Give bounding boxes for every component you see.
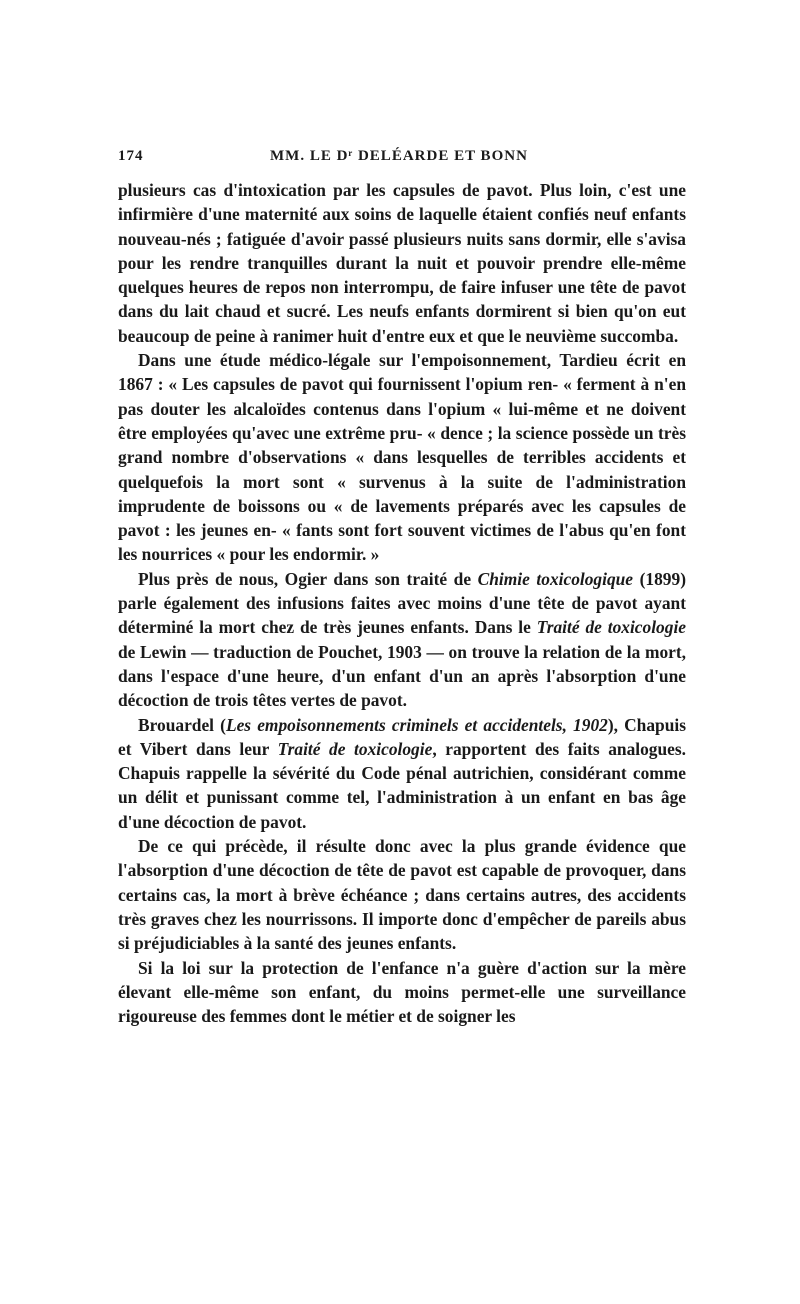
book-title-les-empoisonnements: Les empoisonnements criminels et accidentels, 1902 — [225, 714, 608, 735]
paragraph-3-text-e: de Lewin — traduction de Pouchet, 1903 — on trouve la relation de la mort, dans l'espace d'une heure, d'un enfant d'un an après l'absorption d'une décoction de trois têtes vertes de pavot. — [118, 641, 686, 711]
paragraph-4-text-c: ), Chapuis et Vibert dans leur — [118, 714, 686, 759]
running-title: MM. LE Dʳ DELÉARDE ET BONN — [270, 148, 528, 164]
book-title-chimie-toxicologique: Chimie toxicologique — [477, 568, 634, 589]
page-number: 174 — [118, 148, 144, 164]
paragraph-4-text-e: , rapportent des faits analogues. Chapuis rappelle la sévérité du Code pénal autrichien, considérant comme un délit et punissant comme tel, l'administration à un enfant en bas âge d'une décoction de pavot. — [118, 738, 686, 832]
paragraph-6: Si la loi sur la protection de l'enfance n'a guère d'action sur la mère élevant elle-même son enfant, du moins permet-elle une surveillance rigoureuse des femmes dont le métier et de soigner les — [118, 957, 686, 1027]
book-title-traite-de-toxicologie-2: Traité de toxicologie — [277, 738, 433, 759]
page-header — [118, 148, 686, 170]
paragraph-3-text-c: (1899) parle également des infusions faites avec moins d'une tête de pavot ayant déterminé la mort chez de très jeunes enfants. Dans le — [118, 568, 686, 638]
paragraph-3-text-a: Plus près de nous, Ogier dans son traité de — [138, 568, 478, 589]
paragraph-5: De ce qui précède, il résulte donc avec la plus grande évidence que l'absorption d'une décoction de tête de pavot est capable de provoquer, dans certains cas, la mort à brève échéance ; dans certains autres, des accidents très graves chez les nourrissons. Il importe donc d'empêcher de pareils abus si préjudiciables à la santé des jeunes enfants. — [118, 836, 686, 954]
paragraph-4 — [118, 713, 686, 834]
paragraph-2: Dans une étude médico-légale sur l'empoisonnement, Tardieu écrit en 1867 : « Les capsules de pavot qui fournissent l'opium ren- « ferment à n'en pas douter les alcaloïdes contenus dans l'opium « lui-même et ne doivent être employées qu'avec une extrême pru- « dence ; la science possède un très grand nombre d'observations « dans lesquelles de terribles accidents et quelquefois la mort sont « survenus à la suite de l'administration imprudente de boissons ou « de lavements préparés avec les capsules de pavot : les jeunes en- « fants sont fort souvent victimes de l'abus qu'en font les nourrices « pour les endormir. » — [118, 350, 686, 565]
paragraph-1: plusieurs cas d'intoxication par les capsules de pavot. Plus loin, c'est une infirmière d'une maternité aux soins de laquelle étaient confiés neuf enfants nouveau-nés ; fatiguée d'avoir passé plusieurs nuits sans dormir, elle s'avisa pour les rendre tranquilles durant la nuit et pouvoir prendre elle-même quelques heures de repos non interrompu, de faire infuser une tête de pavot dans du lait chaud et sucré. Les neufs enfants dormirent si bien qu'on eut beaucoup de peine à ranimer huit d'entre eux et que le neuvième succomba. — [118, 180, 686, 346]
paragraph-3 — [118, 567, 686, 713]
paragraph-4-text-a: Brouardel ( — [138, 714, 226, 735]
body-text — [118, 178, 686, 1028]
book-title-traite-de-toxicologie: Traité de toxicologie — [536, 617, 686, 638]
